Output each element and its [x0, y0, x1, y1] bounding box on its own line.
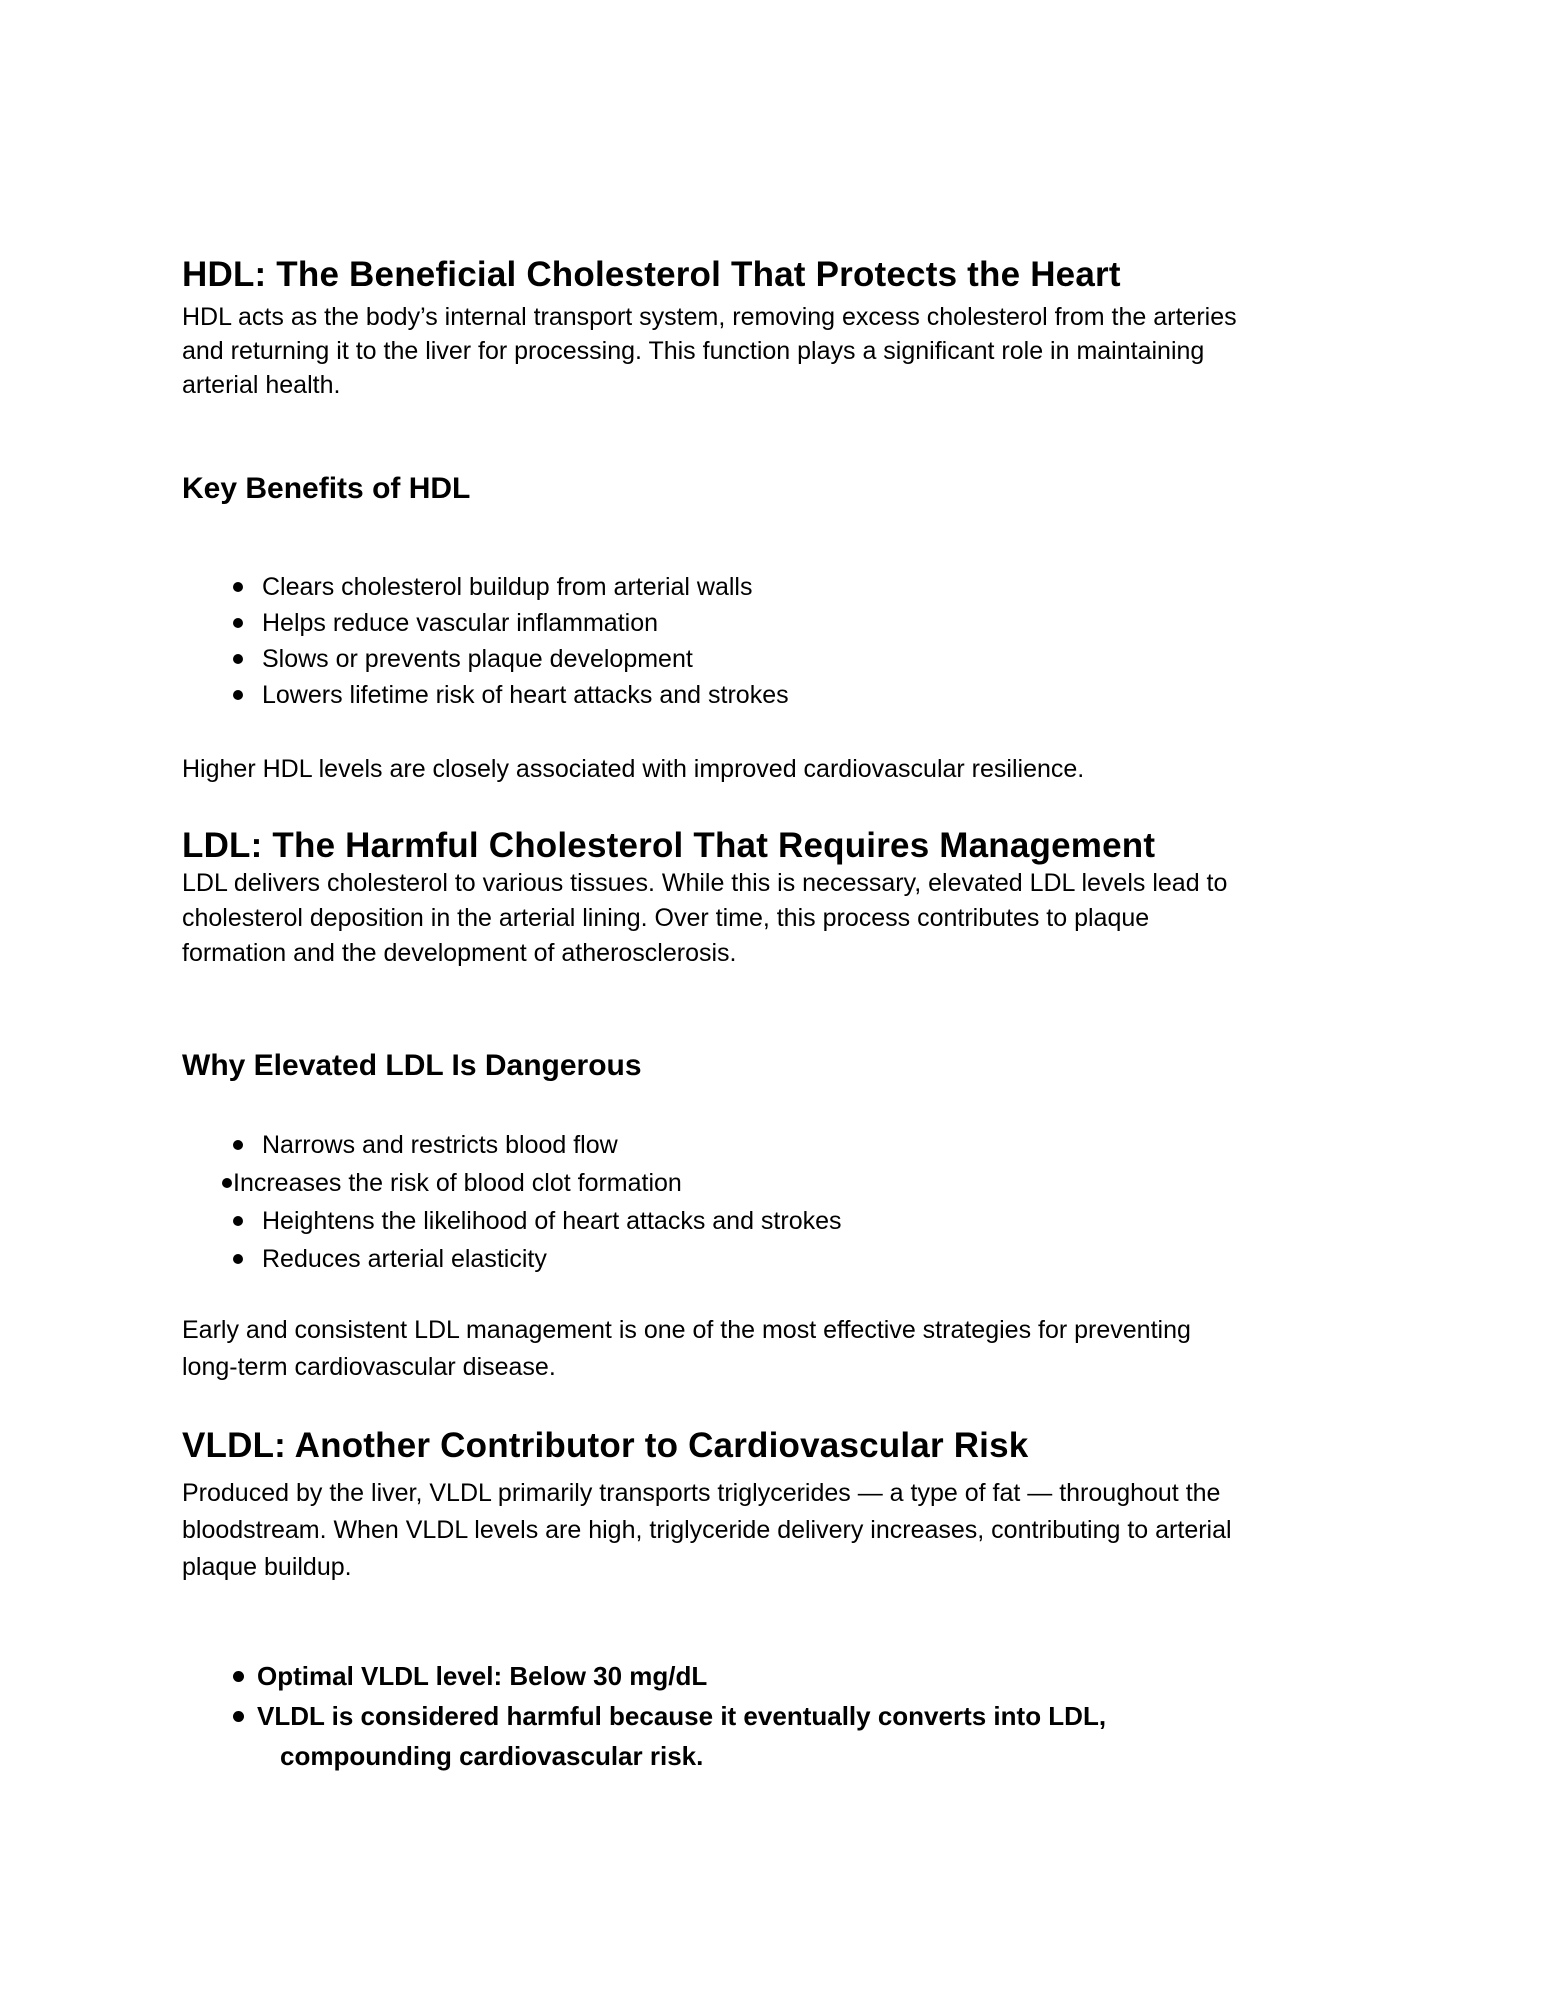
bullet-icon — [233, 1140, 243, 1150]
list-item-text: Narrows and restricts blood flow — [262, 1131, 618, 1159]
bullet-icon — [233, 618, 243, 628]
bullet-icon — [233, 1216, 243, 1226]
list-item — [182, 1656, 1363, 1696]
bullet-icon — [233, 654, 243, 664]
ldl-section-heading: LDL: The Harmful Cholesterol That Requires Management — [182, 826, 1156, 865]
paragraph-line: formation and the development of atherosclerosis. — [182, 939, 737, 967]
ldl-danger-list — [182, 1126, 1363, 1278]
list-item — [182, 1126, 1363, 1164]
list-item-text: Slows or prevents plaque development — [262, 645, 693, 673]
list-item-text: VLDL is considered harmful because it eventually converts into LDL, — [257, 1701, 1107, 1731]
ldl-intro-paragraph — [182, 866, 1363, 971]
hdl-closing-paragraph — [182, 752, 1363, 787]
list-item-text: Optimal VLDL level: Below 30 mg/dL — [257, 1661, 708, 1691]
ldl-closing-paragraph — [182, 1312, 1363, 1386]
paragraph-line: plaque buildup. — [182, 1553, 352, 1581]
paragraph-line: Produced by the liver, VLDL primarily transports triglycerides — a type of fat — throughout the — [182, 1479, 1221, 1507]
paragraph-line: arterial health. — [182, 371, 341, 399]
list-item-text: Reduces arterial elasticity — [262, 1245, 547, 1273]
vldl-section-heading: VLDL: Another Contributor to Cardiovascular Risk — [182, 1426, 1029, 1465]
list-item — [182, 1164, 1363, 1202]
paragraph-line: and returning it to the liver for processing. This function plays a significant role in maintaining — [182, 337, 1205, 365]
bullet-icon — [233, 582, 243, 592]
vldl-key-points-list — [182, 1656, 1363, 1776]
list-item — [182, 677, 1363, 713]
list-item-text: Clears cholesterol buildup from arterial walls — [262, 573, 753, 601]
bullet-icon — [233, 1671, 244, 1682]
bullet-icon — [233, 1254, 243, 1264]
vldl-intro-paragraph — [182, 1475, 1363, 1586]
bullet-icon — [222, 1178, 232, 1188]
list-item-text: Heightens the likelihood of heart attacks and strokes — [262, 1207, 842, 1235]
hdl-benefits-subheading: Key Benefits of HDL — [182, 472, 471, 505]
hdl-intro-paragraph — [182, 300, 1363, 402]
list-item — [182, 605, 1363, 641]
hdl-benefits-list — [182, 569, 1363, 713]
list-item-text: Increases the risk of blood clot formation — [233, 1169, 682, 1197]
bullet-icon — [233, 1711, 244, 1722]
paragraph-line: HDL acts as the body’s internal transport system, removing excess cholesterol from the arteries — [182, 303, 1237, 331]
list-item — [182, 569, 1363, 605]
list-item-text: Lowers lifetime risk of heart attacks and strokes — [262, 681, 789, 709]
list-item-text: Helps reduce vascular inflammation — [262, 609, 659, 637]
paragraph-line: long-term cardiovascular disease. — [182, 1353, 556, 1381]
paragraph-line: bloodstream. When VLDL levels are high, triglyceride delivery increases, contributing to arterial — [182, 1516, 1232, 1544]
ldl-danger-subheading: Why Elevated LDL Is Dangerous — [182, 1049, 642, 1082]
paragraph-line: cholesterol deposition in the arterial lining. Over time, this process contributes to plaque — [182, 904, 1150, 932]
list-item — [182, 1202, 1363, 1240]
list-item — [182, 1696, 1363, 1776]
paragraph-line: LDL delivers cholesterol to various tissues. While this is necessary, elevated LDL levels lead to — [182, 869, 1228, 897]
list-item-text: compounding cardiovascular risk. — [280, 1741, 704, 1771]
bullet-icon — [233, 690, 243, 700]
list-item — [182, 1240, 1363, 1278]
hdl-section-heading: HDL: The Beneficial Cholesterol That Protects the Heart — [182, 255, 1121, 294]
paragraph-line: Early and consistent LDL management is one of the most effective strategies for preventing — [182, 1316, 1191, 1344]
list-item — [182, 641, 1363, 677]
paragraph-line: Higher HDL levels are closely associated with improved cardiovascular resilience. — [182, 755, 1085, 783]
